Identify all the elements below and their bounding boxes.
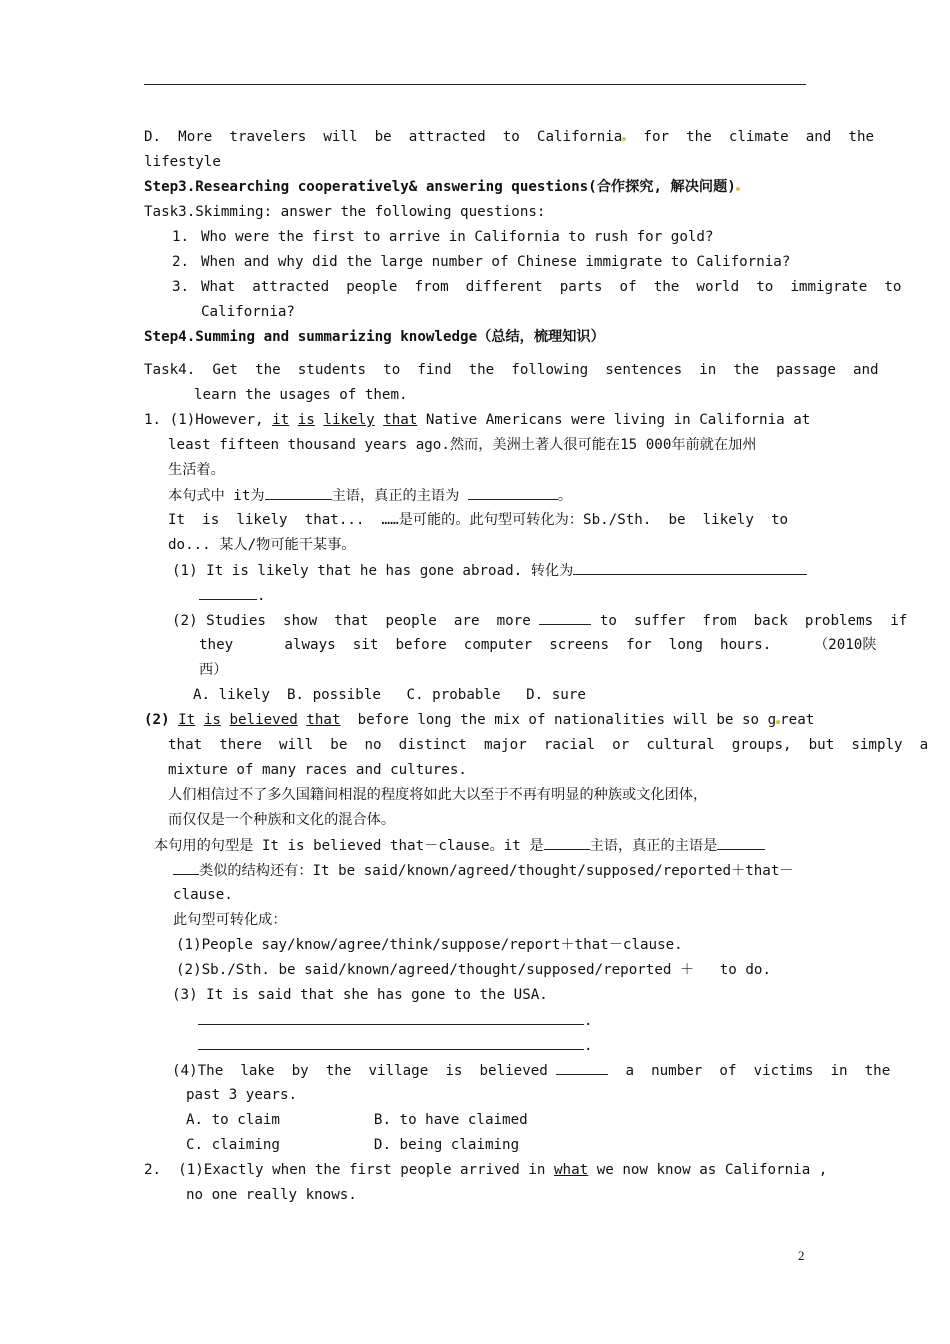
question-1: Who were the first to arrive in California to rush for gold? — [201, 229, 714, 245]
exercise-2: (2) Studies show that people are more to suffer from back problems if — [172, 610, 907, 631]
option-d-line2: lifestyle — [144, 154, 221, 170]
exercise-2-line2: they always sit before computer screens for long hours. （2010陕 — [199, 637, 877, 653]
answer-blank[interactable] — [573, 560, 807, 575]
answer-blank[interactable] — [556, 1060, 608, 1075]
answer-blank[interactable] — [198, 1035, 584, 1050]
conversion-heading: 此句型可转化成： — [173, 912, 287, 928]
answer-blank[interactable] — [173, 860, 199, 875]
step3-heading: Step3.Researching cooperatively& answering questions(合作探究, 解决问题) — [144, 177, 740, 197]
pattern-2-note-line3: clause. — [173, 887, 233, 903]
exercise-3-blank2: . — [198, 1035, 593, 1056]
translation-line1: 人们相信过不了多久国籍间相混的程度将如此大以至于不再有明显的种族或文化团体， — [168, 787, 708, 803]
sentence-2-line2: that there will be no distinct major racial or cultural groups, but simply a — [168, 737, 929, 753]
sentence-1: 1. (1)However, it is likely that Native Americans were living in California at — [144, 412, 811, 428]
answer-blank[interactable] — [468, 485, 558, 500]
sentence-3-line2: no one really knows. — [186, 1187, 357, 1203]
pattern-2-note-line2: 类似的结构还有：It be said/known/agreed/thought/supposed/reported＋that－ — [173, 860, 794, 881]
answer-blank[interactable] — [539, 610, 591, 625]
exercise-3-blank1: . — [198, 1010, 593, 1031]
annotation-dot — [736, 187, 740, 191]
exercise-4-options2: C. claiming D. being claiming — [186, 1137, 520, 1153]
exercise-1-line2: . — [199, 585, 266, 606]
exercise-4: (4)The lake by the village is believed a number of victims in the — [172, 1060, 890, 1081]
exercise-4-options1: A. to claim B. to have claimed — [186, 1112, 528, 1128]
answer-blank[interactable] — [265, 485, 332, 500]
exercise-4-line2: past 3 years. — [186, 1087, 298, 1103]
task4-line: Task4. Get the students to find the following sentences in the passage and — [144, 362, 879, 378]
answer-blank[interactable] — [198, 1010, 584, 1025]
sentence-1-line2: least fifteen thousand years ago.然而，美洲土著人很可能在15 000年前就在加州 — [168, 437, 757, 453]
question-3-line2: California? — [201, 304, 295, 320]
answer-blank[interactable] — [544, 835, 590, 850]
answer-blank[interactable] — [717, 835, 765, 850]
sentence-3: 2. (1)Exactly when the first people arrived in what we now know as California , — [144, 1162, 828, 1178]
conversion-1: (1)People say/know/agree/think/suppose/report＋that－clause. — [176, 937, 683, 953]
sentence-1-line3: 生活着。 — [168, 462, 225, 478]
translation-line2: 而仅仅是一个种族和文化的混合体。 — [168, 812, 396, 828]
pattern-note: It is likely that... ……是可能的。此句型可转化为：Sb./Sth. be likely to — [168, 512, 789, 528]
step4-heading: Step4.Summing and summarizing knowledge（总结，梳理知识） — [144, 329, 605, 345]
exercise-3: (3) It is said that she has gone to the USA. — [172, 987, 548, 1003]
answer-blank[interactable] — [199, 585, 257, 600]
header-rule — [144, 84, 806, 85]
question-3: What attracted people from different parts of the world to immigrate to — [201, 279, 902, 295]
sentence-2-line3: mixture of many races and cultures. — [168, 762, 467, 778]
exercise-2-line3: 西） — [199, 662, 228, 678]
task3-line: Task3.Skimming: answer the following questions: — [144, 204, 546, 220]
option-d-line: D. More travelers will be attracted to California for the climate and the — [144, 129, 875, 145]
exercise-2-options: A. likely B. possible C. probable D. sure — [193, 687, 586, 703]
pattern-note-line2: do... 某人/物可能干某事。 — [168, 537, 356, 553]
page-number: 2 — [798, 1248, 805, 1263]
conversion-2: (2)Sb./Sth. be said/known/agreed/thought/supposed/reported ＋ to do. — [176, 962, 772, 978]
exercise-1: (1) It is likely that he has gone abroad. 转化为 — [172, 560, 807, 581]
task4-line2: learn the usages of them. — [194, 387, 408, 403]
pattern-2-note: 本句用的句型是 It is believed that－clause。it 是 主语，真正的主语是 — [154, 835, 765, 856]
question-1-number: 1. — [172, 229, 190, 245]
question-3-number: 3. — [172, 279, 190, 295]
question-2-number: 2. — [172, 254, 190, 270]
sentence-1-fill: 本句式中 it为 主语，真正的主语为 。 — [168, 485, 572, 506]
sentence-2: (2) It is believed that before long the mix of nationalities will be so g reat — [144, 712, 815, 728]
question-2: When and why did the large number of Chinese immigrate to California? — [201, 254, 791, 270]
